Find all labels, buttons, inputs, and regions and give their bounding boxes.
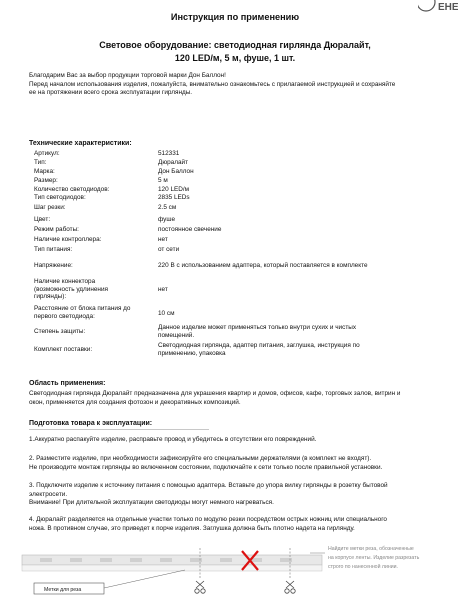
cut-diagram bbox=[20, 538, 460, 608]
step-line: 4. Дюралайт разделяется на отдельные участки только по модулю резки посредством острых ножниц или специального bbox=[29, 516, 387, 523]
spec-label: Комплект поставки: bbox=[34, 346, 93, 353]
spec-value-line: применению, упаковка bbox=[158, 349, 226, 357]
step-4 bbox=[29, 516, 449, 533]
application-heading: Область применения: bbox=[29, 380, 106, 387]
callout-line: строго по нанесенной линии. bbox=[328, 564, 398, 570]
product-title bbox=[20, 39, 450, 65]
spec-value-line: Светодиодная гирлянда, адаптер питания, заглушка, инструкция по bbox=[158, 342, 360, 349]
intro-text bbox=[29, 72, 449, 98]
spec-label-line: Расстояние от блока питания до bbox=[34, 305, 131, 312]
spec-label bbox=[34, 305, 144, 320]
step-line: Внимание! При длительной эксплуатации светодиоды могут немного нагреваться. bbox=[29, 499, 274, 506]
spec-label-line: гирлянды): bbox=[34, 293, 67, 300]
spec-value: 512331 bbox=[158, 150, 180, 157]
cut-marks-pointer bbox=[104, 570, 185, 588]
callout-line: Найдите метки реза, обозначенные bbox=[328, 546, 414, 552]
application-line: окон, применяется для создания фотозон и декоративных композиций. bbox=[29, 398, 241, 406]
page-title: Инструкция по применению bbox=[170, 12, 300, 22]
eac-logo bbox=[418, 0, 458, 20]
spec-label: Марка: bbox=[34, 168, 55, 175]
spec-value: нет bbox=[158, 236, 168, 243]
spec-value: Дон Баллон bbox=[158, 168, 194, 175]
led-segments bbox=[40, 558, 292, 562]
cut-marks-label: Метки для реза bbox=[44, 587, 82, 593]
step-line: 2. Разместите изделие, при необходимости зафиксируйте его специальными держателями (в комплект не входят). bbox=[29, 455, 372, 462]
spec-value-line: Данное изделие может применяться только внутри сухих и чистых bbox=[158, 324, 357, 331]
application-text bbox=[29, 390, 449, 407]
intro-line: Благодарим Вас за выбор продукции торговой марки Дон Баллон! bbox=[29, 72, 226, 79]
step-line: Не производите монтаж гирлянды во включенном состоянии, подключайте к сети только после правильной установки. bbox=[29, 463, 383, 471]
spec-label-line: первого светодиода: bbox=[34, 312, 95, 320]
spec-label bbox=[34, 278, 144, 301]
spec-value: 220 В с использованием адаптера, который поставляется в комплекте bbox=[158, 262, 368, 269]
svg-text:ЕНЕ: ЕНЕ bbox=[438, 2, 458, 13]
step-line: 3. Подключите изделие к источнику питания с помощью адаптера. Вставьте до упора вилку гирлянды в розетку бытовой bbox=[29, 482, 388, 489]
scissors-icon bbox=[285, 581, 295, 593]
step-1 bbox=[29, 436, 449, 445]
spec-value: Дюралайт bbox=[158, 159, 189, 166]
step-line: ножа. В противном случае, это приведет к порче изделия. Заглушка должна быть плотно надета на гирлянду. bbox=[29, 524, 355, 532]
spec-label-line: Наличие коннектора bbox=[34, 278, 96, 285]
intro-line: Перед началом использования изделия, пожалуйста, внимательно ознакомьтесь с прилагаемой инструкцией и сохраняйте bbox=[29, 80, 396, 88]
section-divider bbox=[29, 429, 209, 430]
spec-value: от сети bbox=[158, 246, 180, 253]
prep-heading: Подготовка товара к эксплуатации: bbox=[29, 420, 153, 427]
spec-value bbox=[158, 342, 408, 357]
scissors-icon bbox=[195, 581, 205, 593]
spec-label: Тип питания: bbox=[34, 246, 73, 253]
product-title-line2: 120 LED/м, 5 м, фуше, 1 шт. bbox=[174, 53, 296, 63]
spec-label: Режим работы: bbox=[34, 226, 79, 233]
step-line: 1.Аккуратно распакуйте изделие, расправьте провод и убедитесь в отсутствии его повреждений. bbox=[29, 436, 317, 443]
application-line: Светодиодная гирлянда Дюралайт предназначена для украшения квартир и домов, офисов, кафе, торговых залов, витрин и bbox=[29, 390, 401, 397]
spec-value: 2.5 см bbox=[158, 204, 177, 211]
step-2 bbox=[29, 455, 449, 472]
duralight-strip-base bbox=[22, 565, 322, 571]
spec-label: Артикул: bbox=[34, 150, 60, 157]
spec-value: 10 см bbox=[158, 310, 175, 317]
spec-label: Тип: bbox=[34, 159, 47, 166]
product-title-line1: Световое оборудование: светодиодная гирлянда Дюралайт, bbox=[99, 40, 371, 50]
spec-value: постоянное свечение bbox=[158, 226, 222, 233]
spec-value: 2835 LEDs bbox=[158, 194, 190, 201]
spec-label: Тип светодиодов: bbox=[34, 194, 86, 201]
intro-line: ее на протяжении всего срока эксплуатации гирлянды. bbox=[29, 89, 193, 96]
spec-value: 120 LED/м bbox=[158, 186, 190, 193]
spec-value: фуше bbox=[158, 216, 176, 223]
callout-line: на корпусе ленты. Изделие разрезать bbox=[328, 555, 420, 561]
spec-label: Размер: bbox=[34, 177, 58, 184]
spec-label: Цвет: bbox=[34, 216, 51, 223]
spec-value: нет bbox=[158, 286, 168, 293]
spec-label: Количество светодиодов: bbox=[34, 186, 110, 193]
spec-label: Напряжение: bbox=[34, 262, 73, 269]
spec-label: Степень защиты: bbox=[34, 328, 86, 335]
spec-value bbox=[158, 324, 408, 339]
spec-value: 5 м bbox=[158, 177, 168, 184]
spec-label-line: (возможность удлинения bbox=[34, 285, 108, 293]
spec-value-line: помещений. bbox=[158, 331, 195, 339]
spec-label: Наличие контроллера: bbox=[34, 236, 102, 243]
step-line: электросети. bbox=[29, 490, 68, 498]
spec-label: Шаг резки: bbox=[34, 204, 66, 211]
step-3 bbox=[29, 482, 449, 508]
specs-heading: Технические характеристики: bbox=[29, 140, 132, 147]
